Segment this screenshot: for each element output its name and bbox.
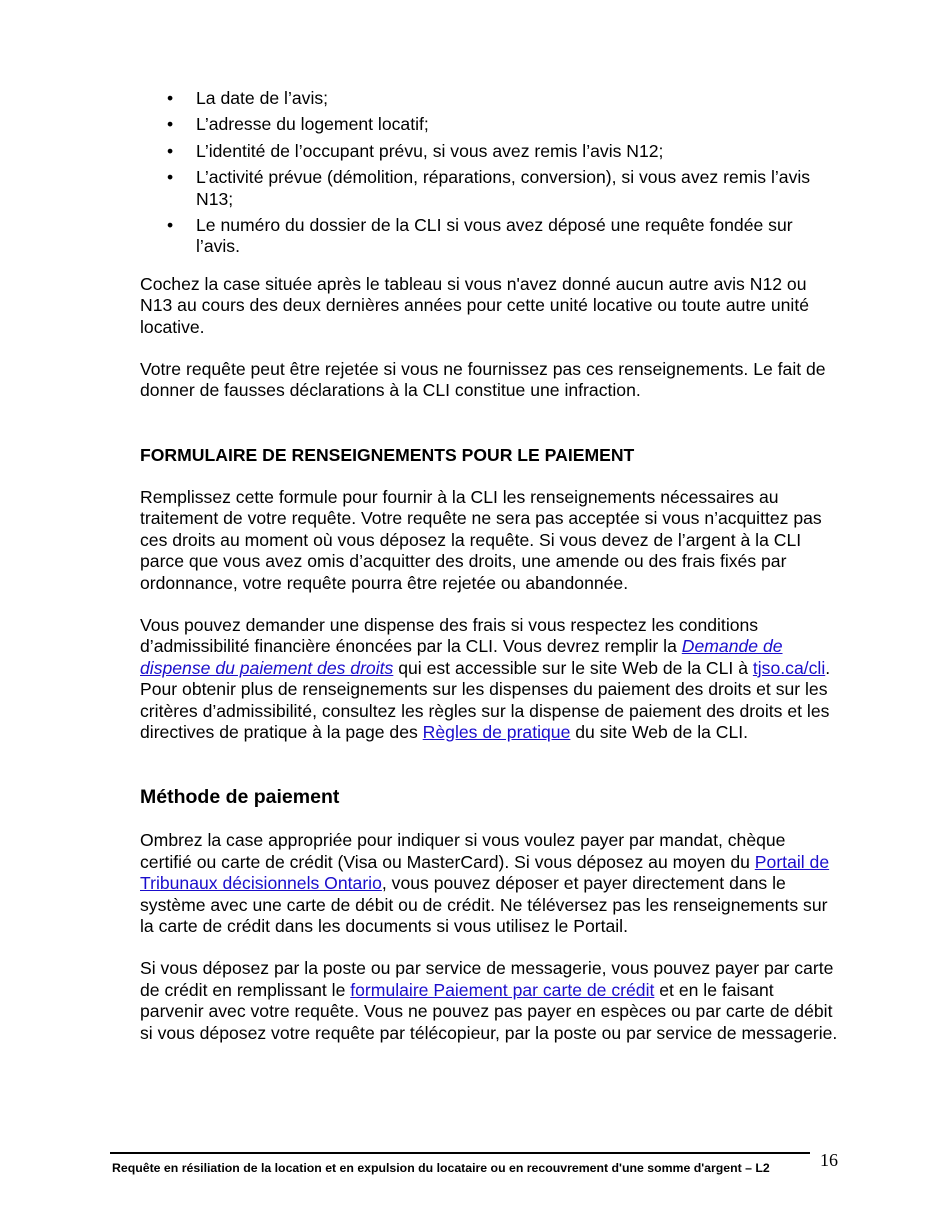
checkbox-instruction-paragraph: Cochez la case située après le tableau si vous n'avez donné aucun autre avis N12 ou N13 au cours des deux dernières années pour cette unité locative ou toute autre unité locative.	[140, 273, 810, 337]
footer-divider	[110, 1152, 810, 1154]
bullet-icon: •	[167, 114, 174, 135]
credit-card-form-link[interactable]: formulaire Paiement par carte de crédit	[350, 979, 655, 1000]
rejection-warning-paragraph: Votre requête peut être rejetée si vous ne fournissez pas ces renseignements. Le fait de donner de fausses déclarations à la CLI constitue une infraction.	[140, 359, 826, 401]
payment-form-paragraph: Remplissez cette formule pour fournir à la CLI les renseignements nécessaires au traitement de votre requête. Votre requête ne sera pas acceptée si vous n’acquittez pas ces droits au moment où vous déposez la requête. Si vous devez de l’argent à la CLI parce que vous avez omis d’acquitter des droits, une amende ou des frais fixés par ordonnance, votre requête pourra être rejetée ou abandonnée.	[140, 486, 822, 593]
fee-waiver-paragraph: Vous pouvez demander une dispense des frais si vous respectez les conditions d’admissibilité financière énoncées par la CLI. Vous devrez remplir la Demande de dispense du paiement des droits qui est accessible sur le site Web de la CLI à tjso.ca/cli. Pour obtenir plus de renseignements sur les dispenses du paiement des droits et sur les critères d’admissibilité, consultez les règles sur la dispense de paiement des droits et les directives de pratique à la page des Règles de pratique du site Web de la CLI.	[140, 614, 831, 742]
practice-rules-link[interactable]: Règles de pratique	[422, 721, 571, 742]
list-item: • L’identité de l’occupant prévu, si vous avez remis l’avis N12;	[167, 140, 664, 161]
fee-waiver-request-link[interactable]: Demande de dispense du paiement des droits	[140, 636, 783, 678]
list-item: • Le numéro du dossier de la CLI si vous avez déposé une requête fondée sur l’avis.	[167, 215, 793, 257]
bullet-icon: •	[167, 88, 174, 108]
tjso-cli-link[interactable]: tjso.ca/cli	[752, 657, 826, 678]
payment-method-paragraph: Ombrez la case appropriée pour indiquer si vous voulez payer par mandat, chèque certifié ou carte de crédit (Visa ou MasterCard). Si vous déposez au moyen du Portail de Tribunaux décisionnels Ontario, vous pouvez déposer et payer directement dans le système avec une carte de débit ou de crédit. Ne téléversez pas les renseignements sur la carte de crédit dans les documents si vous utilisez le Portail.	[140, 830, 830, 936]
list-item: • La date de l’avis;	[167, 88, 329, 108]
bullet-icon: •	[167, 167, 174, 188]
payment-method-heading: Méthode de paiement	[140, 786, 340, 809]
payment-form-heading: FORMULAIRE DE RENSEIGNEMENTS POUR LE PAIEMENT	[140, 444, 635, 465]
required-info-list	[140, 88, 840, 258]
bullet-icon: •	[167, 140, 174, 161]
mail-payment-paragraph: Si vous déposez par la poste ou par service de messagerie, vous pouvez payer par carte de crédit en remplissant le formulaire Paiement par carte de crédit et en le faisant parvenir avec votre requête. Vous ne pouvez pas payer en espèces ou par carte de débit si vous déposez votre requête par télécopieur, par la poste ou par service de messagerie.	[140, 958, 838, 1043]
page-number: 16	[820, 1150, 838, 1170]
tribunals-portal-link[interactable]: Portail de Tribunaux décisionnels Ontario	[140, 851, 830, 894]
footer-title: Requête en résiliation de la location et en expulsion du locataire ou en recouvrement d'une somme d'argent – L2	[112, 1161, 770, 1175]
list-item: • L’activité prévue (démolition, réparations, conversion), si vous avez remis l’avis N13;	[167, 167, 811, 209]
document-body	[140, 88, 840, 1044]
list-item: • L’adresse du logement locatif;	[167, 114, 429, 135]
bullet-icon: •	[167, 215, 174, 236]
